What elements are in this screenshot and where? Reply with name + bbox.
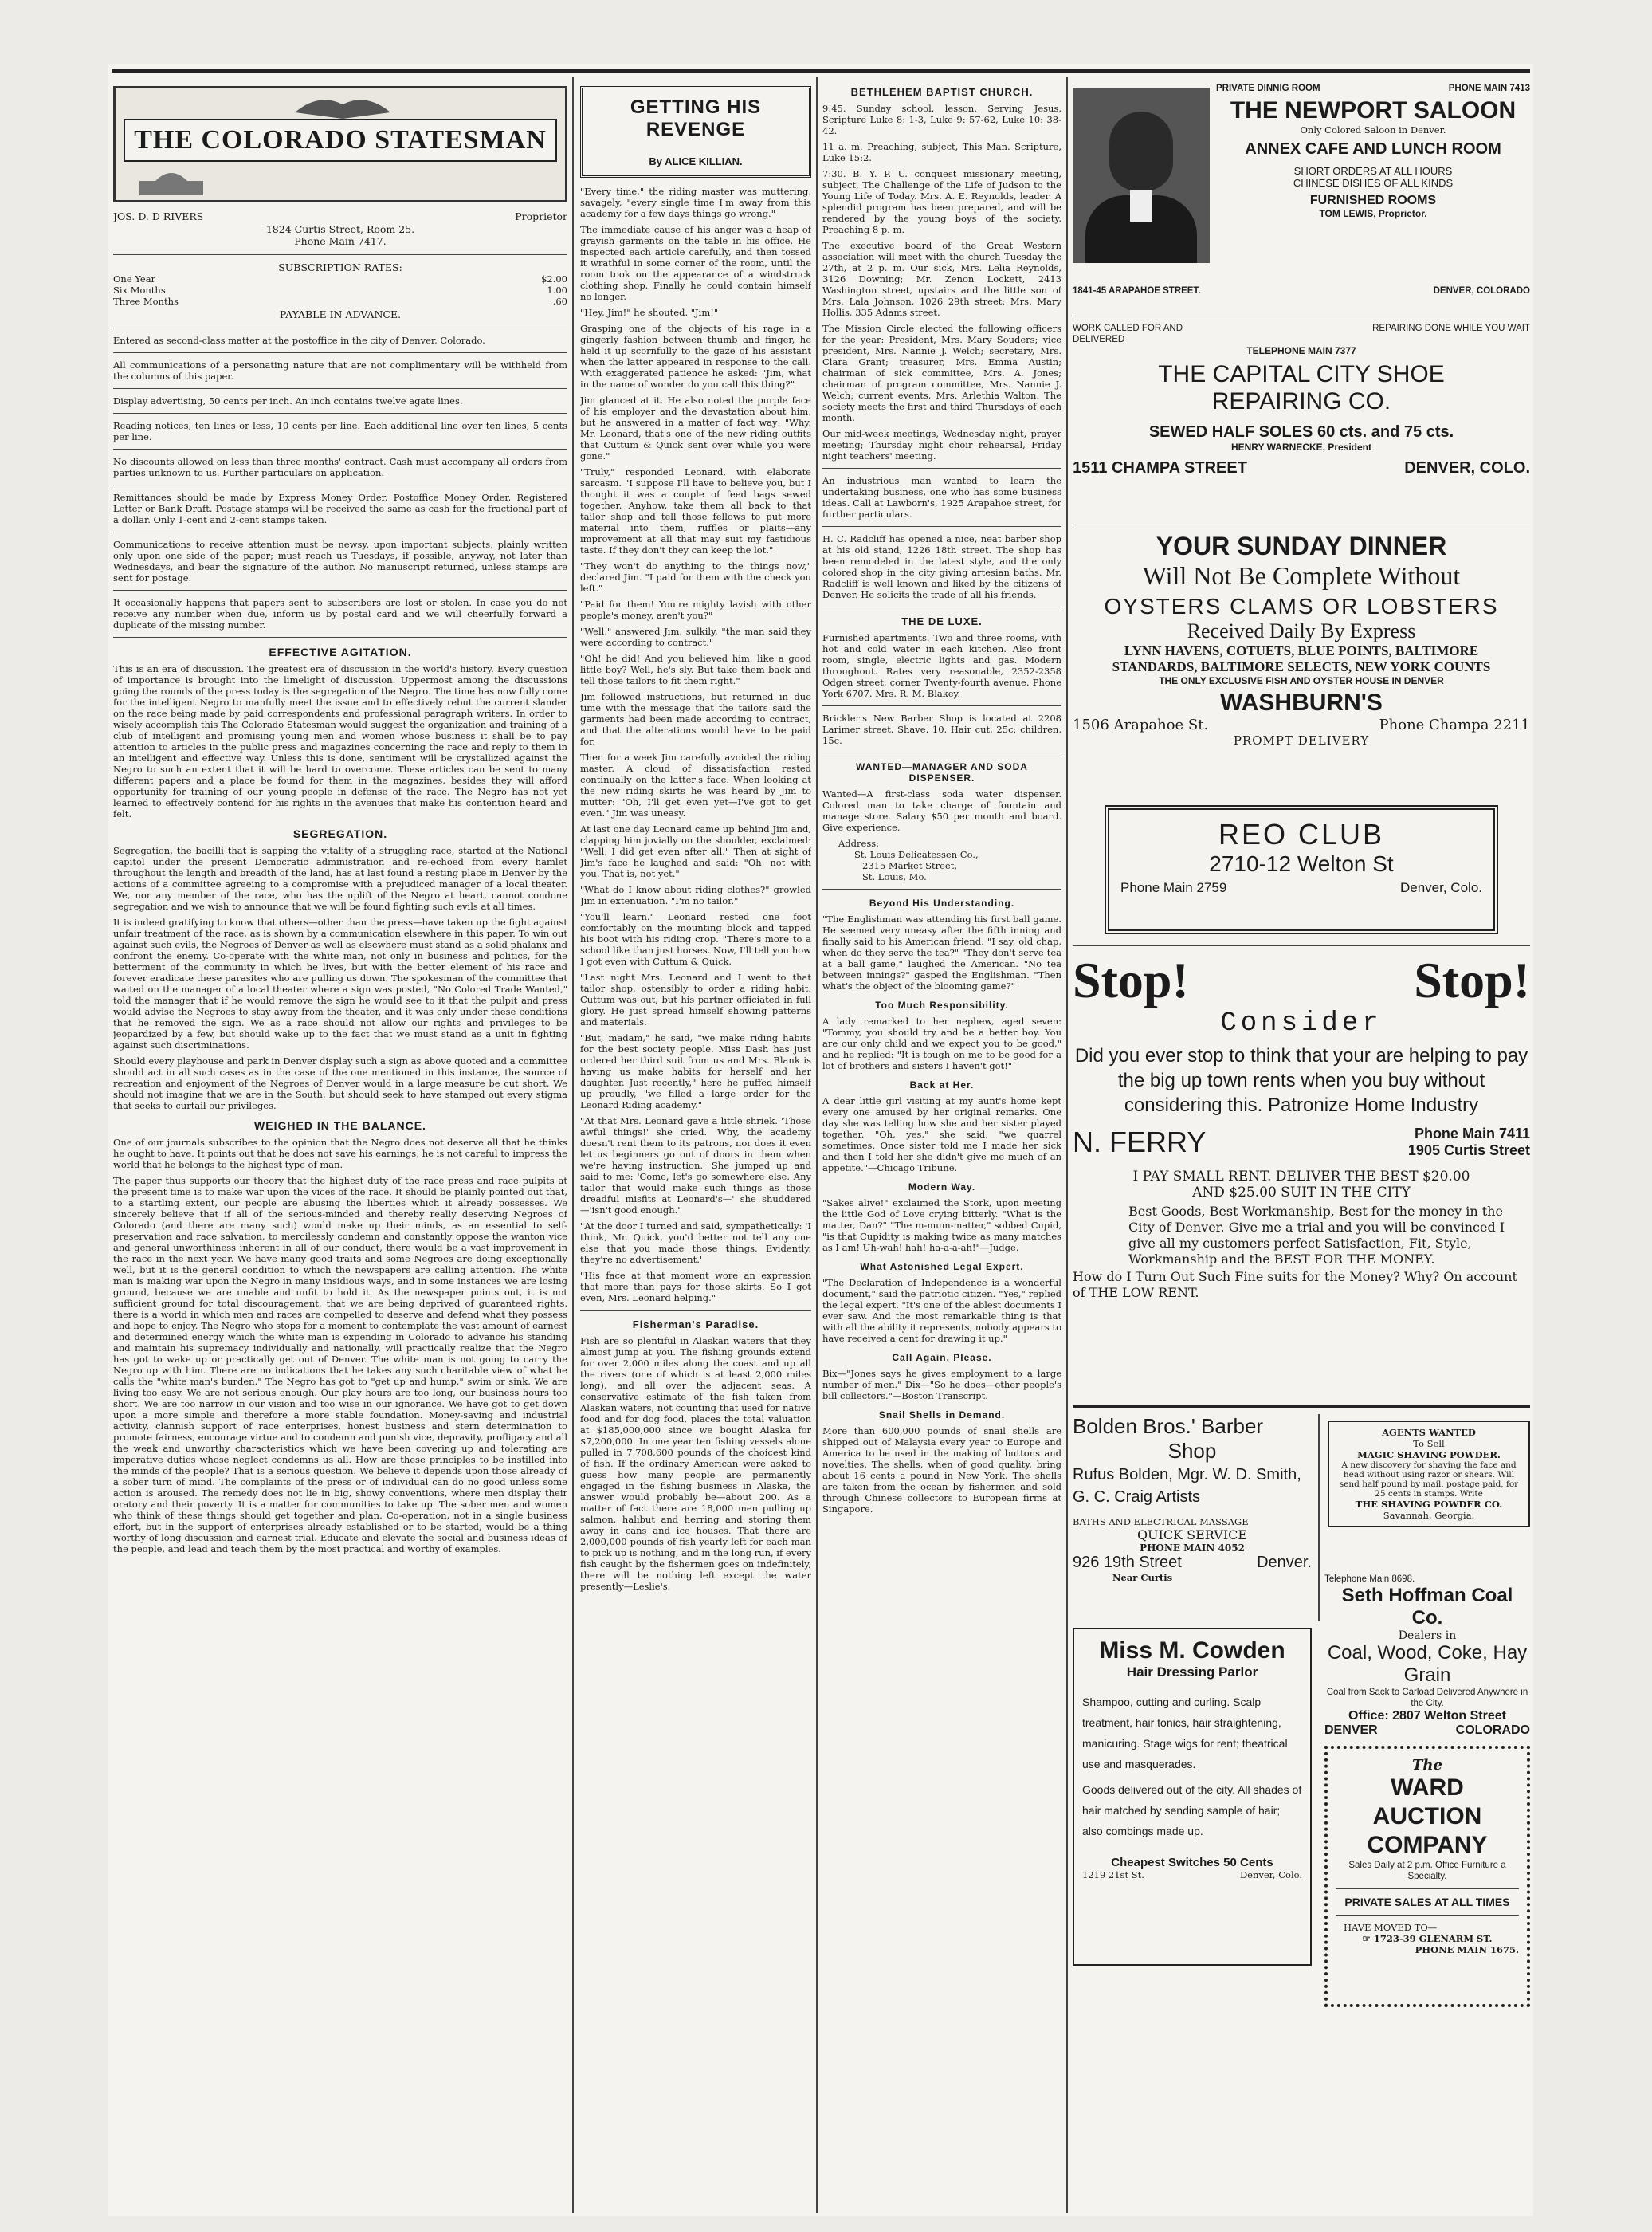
rate-price: .60: [552, 296, 567, 307]
sunday-received: Received Daily By Express: [1187, 619, 1416, 642]
story-paragraph: Grasping one of the objects of his rage in a gingerly fashion between thumb and finger, he held it up scornfully to the gaze of his assistant when the latter appeared in response to the call. With exaggerated patience he asked: "Jim, what in the name of wonder do you call this thing?": [580, 323, 811, 390]
bolden-managers: Rufus Bolden, Mgr. W. D. Smith, G. C. Craig Artists: [1073, 1466, 1301, 1506]
cowden-switches: Cheapest Switches 50 Cents: [1111, 1856, 1273, 1869]
notice: All communications of a personating nature that are not complimentary will be withheld from the columns of this paper.: [113, 359, 567, 382]
capitol-icon: [131, 165, 211, 197]
item-body: A lady remarked to her nephew, aged seven: "Tommy, you should try and be a better boy. You are our only child and we expect you to be good," and he replied: "It is tough on me to be good for a lot of brothers and sisters I haven't got!": [822, 1016, 1061, 1071]
hoffman-dealers: Dealers in: [1398, 1629, 1457, 1642]
column-divider: [816, 77, 818, 2213]
ad-sunday-dinner: [1073, 532, 1530, 799]
news-paragraph: An industrious man wanted to learn the undertaking business, one who has some business ideas. Call at Lawborn's, 1925 Arapahoe street, for further particulars.: [822, 475, 1061, 520]
sunday-exclusive: THE ONLY EXCLUSIVE FISH AND OYSTER HOUSE IN DENVER: [1159, 675, 1444, 686]
cowden-city: Denver, Colo.: [1239, 1869, 1302, 1880]
ad-ward-auction: [1324, 1746, 1530, 2007]
agents-city: Savannah, Georgia.: [1383, 1510, 1475, 1521]
hoffman-name: Seth Hoffman Coal Co.: [1341, 1585, 1513, 1629]
story-paragraph: "Oh! he did! And you believed him, like a good little boy? Well, he's sly. But take them back and tell those tailors to fit them right.": [580, 653, 811, 686]
heading-fisherman: Fisherman's Paradise.: [632, 1318, 759, 1330]
ward-moved: HAVE MOVED TO—: [1344, 1922, 1438, 1933]
notice: It occasionally happens that papers sent to subscribers are lost or stolen. In case you do not receive any number when due, inform us by postal card and we will cheerfully forward a duplicate of the missing number.: [113, 596, 567, 631]
agents-sell: To Sell: [1413, 1438, 1445, 1449]
hoffman-delivery: Coal from Sack to Carload Delivered Anywhere in the City.: [1326, 1688, 1528, 1708]
agents-product: MAGIC SHAVING POWDER.: [1357, 1449, 1501, 1460]
ferry-rent: I PAY SMALL RENT. DELIVER THE BEST $20.00 AND $25.00 SUIT IN THE CITY: [1132, 1169, 1470, 1200]
sunday-subhead: Will Not Be Complete Without: [1142, 561, 1461, 590]
ad-miss-cowden: [1073, 1628, 1312, 1966]
bolden-name2: Shop: [1167, 1439, 1217, 1463]
bolden-city: Denver.: [1257, 1554, 1312, 1571]
shoe-telephone: TELEPHONE MAIN 7377: [1246, 345, 1356, 356]
story-paragraph: "You'll learn." Leonard rested one foot comfortably on the mounting block and tapped his boot with his riding crop. "There's more to a school like than just horses. Now, I'll tell you how I got even with Cuttum & Quick.: [580, 911, 811, 967]
heading-deluxe: THE DE LUXE.: [901, 615, 983, 627]
publisher-name: JOS. D. D RIVERS: [113, 210, 204, 222]
heading-weighed: WEIGHED IN THE BALANCE.: [254, 1118, 426, 1132]
agents-company: THE SHAVING POWDER CO.: [1355, 1499, 1503, 1510]
notice: Display advertising, 50 cents per inch. An inch contains twelve agate lines.: [113, 395, 463, 407]
story-paragraph: "Well," answered Jim, sulkily, "the man said they were according to contract.": [580, 626, 811, 648]
story-paragraph: "But, madam," he said, "we make riding habits for the best society people. Miss Dash has just ordered her third suit from us and Mrs. Blank is having us make habits for herself and her daughter. Just recently," here he puffed himself up proudly, "we filled a large order for the Leonard Riding academy.": [580, 1032, 811, 1110]
story-paragraph: "His face at that moment wore an expression that more than pays for those skirts. So I got even, Mrs. Leonard helping.": [580, 1270, 811, 1303]
column-news: [822, 77, 1061, 2213]
church-paragraph: 9:45. Sunday school, lesson. Serving Jesus, Scripture Luke 8: 1-3, Luke 9: 57-62, Luke 10: 38-42.: [822, 103, 1061, 136]
newport-chinese-dishes: CHINESE DISHES OF ALL KINDS: [1293, 177, 1454, 189]
shoe-soles-price: SEWED HALF SOLES 60 cts. and 75 cts.: [1148, 423, 1454, 441]
newport-name: THE NEWPORT SALOON: [1230, 97, 1517, 124]
deluxe-ad: Furnished apartments. Two and three rooms, with hot and cold water in each kitchen. Also front room, single, electric lights and gas. Modern throughout. Rates very reasonable, 2352-2358 Odgen street, corner Twenty-fourth avenue. Phone York 6707. Mrs. R. M. Blakey.: [822, 632, 1061, 699]
item-heading: Call Again, Please.: [892, 1352, 992, 1363]
bolden-baths: BATHS AND ELECTRICAL MASSAGE: [1073, 1516, 1249, 1527]
ward-the: The: [1412, 1757, 1442, 1774]
news-paragraph: H. C. Radcliff has opened a nice, neat barber shop at his old stand, 1226 18th street. The shop has been remodeled in the latest style, and the only colored shop in the city giving artesian baths. Mr. Radcliff is well known and liked by the citizens of Denver. He solicits the trade of all his friends.: [822, 533, 1061, 600]
story-paragraph: At last one day Leonard came up behind Jim and, clapping him jovially on the shoulder, exclaimed: "Well, I did get even after all." Then at sight of Jim's face he laughed and said: "Oh, not with you. That is, not yet.": [580, 823, 811, 879]
story-byline: By ALICE KILLIAN.: [649, 155, 743, 167]
wanted-address-line: St. Louis Delicatessen Co.,: [854, 849, 979, 860]
newport-address: 1841-45 ARAPAHOE STREET.: [1073, 286, 1201, 296]
church-paragraph: 11 a. m. Preaching, subject, This Man. Scripture, Luke 15:2.: [822, 141, 1061, 163]
top-rule: [112, 69, 1530, 73]
wanted-ad: Wanted—A first-class soda water dispenser. Colored man to take charge of fountain and manage store. Salary $50 per month and board. Give experience.: [822, 788, 1061, 833]
sunday-headline: YOUR SUNDAY DINNER: [1156, 532, 1447, 560]
newport-proprietor: TOM LEWIS, Proprietor.: [1319, 208, 1427, 219]
bolden-near: Near Curtis: [1112, 1572, 1173, 1583]
column-story: [580, 77, 811, 2213]
church-paragraph: 7:30. B. Y. P. U. conquest missionary meeting, subject, The Challenge of the Life of Judson to the Young Life of Today. Mrs. A. E. Reynolds, leader. A splendid program has been prepared, and will be rendered by the young boys of the society. Preaching 8 p. m.: [822, 168, 1061, 235]
stop-left: Stop!: [1073, 952, 1189, 1008]
shoe-president: HENRY WARNECKE, President: [1230, 442, 1372, 453]
story-paragraph: The immediate cause of his anger was a heap of grayish garments on the table in his office. He inspected each article carefully, and then tossed it wrathful in some corner of the room, until the room took on the appearance of a windstruck clothing shop. Finally he could contain himself no longer.: [580, 224, 811, 302]
item-heading: Back at Her.: [909, 1079, 975, 1090]
bolden-quick: QUICK SERVICE: [1136, 1527, 1248, 1542]
ferry-consider: Consider: [1220, 1008, 1383, 1039]
notice: No discounts allowed on less than three months' contract. Cash must accompany all orders from parties unknown to us. Further particulars on application.: [113, 455, 567, 478]
ward-private: PRIVATE SALES AT ALL TIMES: [1344, 1896, 1510, 1908]
publisher-role: Proprietor: [515, 210, 567, 222]
item-heading: Beyond His Understanding.: [869, 898, 1015, 909]
ferry-name: N. FERRY: [1073, 1126, 1207, 1158]
ward-address: 1723-39 GLENARM ST.: [1373, 1933, 1493, 1944]
newport-rooms: FURNISHED ROOMS: [1309, 194, 1437, 207]
rate-price: $2.00: [541, 273, 567, 285]
bolden-phone: PHONE MAIN 4052: [1140, 1542, 1245, 1554]
sunday-varieties: LYNN HAVENS, COTUETS, BLUE POINTS, BALTIMORE: [1124, 643, 1479, 658]
ad-hoffman-coal: [1324, 1574, 1530, 1738]
article-paragraph: Segregation, the bacilli that is sapping the vitality of a struggling race, started at the National capitol under the present Democratic administration and re-echoed from every hamlet throughout the length and breadth of the land, has at last found a resting place in Denver by the actions of a committee agreeing to a compromise with a prejudiced manager of a local theater. We, nor any member of the race, who has the uplift of the Negro at heart, cannot condone segregation and we wish to announce that we will be found fighting such evils at all times.: [113, 844, 567, 912]
reo-address: 2710-12 Welton St: [1209, 851, 1394, 876]
item-body: A dear little girl visiting at my aunt's home kept every one amused by her original remarks. One day she was telling how she and her sister played together. "Oh, yes," she said, "we quarrel sometimes. Once sister told me I made her sick and then I told her she didn't give me much of an appetite."—Chicago Tribune.: [822, 1095, 1061, 1173]
article-paragraph: One of our journals subscribes to the opinion that the Negro does not deserve all that he thinks he ought to have. It points out that he does not save his earnings; he is not careful to impress the world that he belongs to the highest type of man.: [113, 1136, 567, 1170]
item-body: Bix—"Jones says he gives employment to a large number of men." Dix—"So he does—other people's bill collectors."—Boston Transcript.: [822, 1368, 1061, 1401]
rate-label: Three Months: [113, 296, 179, 307]
story-paragraph: "At the door I turned and said, sympathetically: 'I think, Mr. Quick, you'd better not tell any one else that you made those things. Evidently, they're no advertisement.': [580, 1220, 811, 1265]
reo-phone: Phone Main 2759: [1120, 880, 1227, 895]
item-body: "Sakes alive!" exclaimed the Stork, upon meeting the little God of Love crying bitterly. "What is the matter, Dan?" "The m-mum-matter," sobbed Cupid, "is that Cupidity is making twice as many matches as I am! Uh-wah! hah! ha-a-a-ah!"—Judge.: [822, 1197, 1061, 1253]
newport-tagline: Only Colored Saloon in Denver.: [1300, 124, 1446, 136]
ward-name: WARD AUCTION COMPANY: [1367, 1774, 1488, 1858]
stop-right: Stop!: [1414, 952, 1530, 1008]
ferry-how: How do I Turn Out Such Fine suits for the Money? Why? On account of THE LOW RENT.: [1073, 1269, 1517, 1300]
ad-shaving-powder: [1328, 1421, 1530, 1527]
item-heading: Modern Way.: [908, 1181, 976, 1193]
story-paragraph: "At that Mrs. Leonard gave a little shriek. 'Those awful things!' she cried. 'Why, the academy doesn't rent them to its patrons, nor does it even let us beginners go out of doors in them when we're having instruction.' She jumped up and said to me: 'Come, let's go somewhere else. Any tailor that would make such things as those dreadful misfits at Leonard's—' she shuddered—'isn't good enough.': [580, 1115, 811, 1216]
ad-ferry-tailor: [1073, 953, 1530, 1399]
agents-body: A new discovery for shaving the face and head without using razor or shears. Will send half pound by mail, postage paid, for 25 cents in stamps. Write: [1339, 1460, 1519, 1499]
column-divider: [572, 77, 574, 2213]
publisher-address: 1824 Curtis Street, Room 25.: [265, 222, 415, 235]
article-paragraph: Should every playhouse and park in Denver display such a sign as above quoted and a committee should act in all such cases as in the case of the one mentioned in this instance, the source of recreation and enjoyment of the Negroes of Denver would in a large measure be cut short. We should not imagine that we are in the South, but should seek to have stamped out every stigma that seeks to curtail our privileges.: [113, 1055, 567, 1111]
cowden-subtitle: Hair Dressing Parlor: [1126, 1664, 1258, 1680]
cowden-services: Shampoo, cutting and curling. Scalp treatment, hair tonics, hair straightening, manicuring. Stage wigs for rent; theatrical use and masquerades.: [1082, 1696, 1288, 1770]
story-paragraph: "They won't do anything to the things now," declared Jim. "I paid for them with the check you left.": [580, 560, 811, 594]
story-paragraph: "What do I know about riding clothes?" growled Jim in extenuation. "I'm no tailor.": [580, 884, 811, 906]
notice: Entered as second-class matter at the postoffice in the city of Denver, Colorado.: [113, 334, 485, 346]
rate-price: 1.00: [547, 285, 567, 296]
proprietor-portrait: [1073, 88, 1210, 263]
brickler-ad: Brickler's New Barber Shop is located at 2208 Larimer street. Shave, 10. Hair cut, 25c; children, 15c.: [822, 713, 1061, 746]
story-paragraph: "Last night Mrs. Leonard and I went to that tailor shop, ostensibly to order a riding habit. Cuttum was out, but his partner officiated in full glory. He just spread himself showing patterns and materials.: [580, 972, 811, 1028]
ward-sales: Sales Daily at 2 p.m. Office Furniture a Specialty.: [1348, 1861, 1506, 1881]
story-title: GETTING HIS REVENGE: [630, 96, 762, 140]
payable-note: PAYABLE IN ADVANCE.: [279, 308, 402, 320]
church-paragraph: Our mid-week meetings, Wednesday night, prayer meeting; Thursday night choir rehearsal, Friday night teachers' meeting.: [822, 428, 1061, 462]
shoe-called-for: WORK CALLED FOR AND DELIVERED: [1073, 324, 1183, 344]
bolden-address: 926 19th Street: [1073, 1554, 1182, 1571]
wanted-address-line: Address:: [838, 838, 880, 849]
rate-label: Six Months: [113, 285, 166, 296]
notice: Communications to receive attention must be newsy, upon important subjects, plainly written only upon one side of the paper; must reach us Tuesdays, if possible, anyway, not later than Wednesdays, and bear the signature of the author. No manuscript returned, unless stamps are sent for postage.: [113, 538, 567, 584]
cowden-name: Miss M. Cowden: [1099, 1637, 1285, 1664]
cowden-goods: Goods delivered out of the city. All shades of hair matched by sending sample of hair; also combings made up.: [1082, 1783, 1302, 1837]
ferry-best: Best Goods, Best Workmanship, Best for the money in the City of Denver. Give me a trial and you will be convinced I give all my customers perfect Satisfaction, Fit, Style, Workmanship and the BEST FOR THE MONEY.: [1128, 1204, 1505, 1267]
washburns-prompt: PROMPT DELIVERY: [1233, 733, 1370, 748]
item-body: More than 600,000 pounds of snail shells are shipped out of Malaysia every year to Europe and America to be used in the making of buttons and novelties. The shells, when of good quality, bring about 16 cents a pound in New York. The shells are taken from the ocean by fishermen and sold through Chinese collectors to European firms at Singapore.: [822, 1425, 1061, 1515]
ad-bolden-barber: [1073, 1414, 1320, 1621]
notice: Reading notices, ten lines or less, 10 cents per line. Each additional line over ten lines, 5 cents per line.: [113, 419, 567, 442]
item-heading: Too Much Responsibility.: [875, 1000, 1009, 1011]
reo-name: REO CLUB: [1218, 818, 1385, 851]
heading-agitation: EFFECTIVE AGITATION.: [269, 645, 412, 658]
ad-newport-saloon: [1073, 77, 1530, 316]
hoffman-telephone: Telephone Main 8698.: [1324, 1574, 1415, 1584]
pointing-hand-icon: ☞: [1362, 1933, 1371, 1944]
bolden-name1: Bolden Bros.' Barber: [1073, 1414, 1264, 1438]
ferry-body: Did you ever stop to think that your are helping to pay the big up town rents when you buy without considering this. Patronize Home Industry: [1074, 1045, 1528, 1116]
item-heading: What Astonished Legal Expert.: [860, 1261, 1024, 1272]
story-paragraph: "Paid for them! You're mighty lavish with other people's money, aren't you?": [580, 599, 811, 621]
story-paragraph: "Every time," the riding master was muttering, savagely, "every single time I'm away from this academy for a few days things go wrong.": [580, 186, 811, 219]
hoffman-city: DENVER: [1324, 1723, 1378, 1737]
sunday-seafood: OYSTERS CLAMS OR LOBSTERS: [1104, 594, 1499, 619]
shoe-city: DENVER, COLO.: [1404, 459, 1530, 477]
column-divider: [1066, 77, 1068, 2213]
article-paragraph: Fish are so plentiful in Alaskan waters that they almost jump at you. The fishing grounds extend for over 2,000 miles along the coast and up all the rivers (one of which is at least 2,000 miles long), and all over the adjacent seas. A conservative estimate of the fish taken from Alaskan waters, not counting that used for native food and for dog food, places the total valuation at $185,000,000 since we bought Alaska for $7,200,000. In one year ten fishing vessels alone pulled in 7,708,600 pounds of the choicest kind of fish. If the ordinary American were asked to guess how many people are permanently engaged in the fishing business in Alaska, the answer would probably be—about 200. As a matter of fact there are 18,000 men pulling up salmon, halibut and herring and storing them away in cans and ice houses. That there are 2,000,000 pounds of fish yearly left for each man to pick up is nothing, and in the long run, if every fish caught by the fishermen goes on indefinitely, there will be nothing left except the water presently—Leslie's.: [580, 1335, 811, 1592]
story-title-box: [580, 86, 811, 178]
article-paragraph: This is an era of discussion. The greatest era of discussion in the world's history. Every question of importance is brought into the limelight of discussion. Uppermost among the discussions going the rounds of the press today is the segregation of the Negro. The time has now fully come for the intelligent Negro to manfully meet the issue and to effectively rebut the current slander on the race being made by paid correspondents and professional paragraph writers. In order to wisely accomplish this The Colorado Statesman would suggest the organization and training of a club of intelligent and promising young men and women whose business it shall be to pay attention to articles in the public press and magazines concerning the race and reply to them in an intelligent and effective way. Unless this is done, sentiment will be crystallized against the Negro to such an extent that it will be hard to overcome. These articles can be sent to many different papers and a place be found for them in the magazines, besides they will afford opportunity for training of our young people in defense of the race. The Negro has not yet learned to effectively contend for his rights in the avenues that make his contention heard and felt.: [113, 662, 567, 819]
item-body: "The Englishman was attending his first ball game. He seemed very uneasy after the fifth inning and finally said to his American friend: "I say, old chap, when do they serve the tea?" "They don't serve tea at a ball game," laughed the American. "No tea between innings?" gasped the Englishman. "Then what's the object of the blooming game?": [822, 914, 1061, 992]
shoe-repairing: REPAIRING DONE WHILE YOU WAIT: [1372, 324, 1530, 333]
hoffman-state: COLORADO: [1455, 1723, 1530, 1737]
heading-wanted: WANTED—MANAGER AND SODA DISPENSER.: [856, 761, 1028, 784]
heading-church: BETHLEHEM BAPTIST CHURCH.: [850, 86, 1034, 98]
shoe-name-line1: THE CAPITAL CITY SHOE: [1158, 361, 1445, 387]
newport-short-orders: SHORT ORDERS AT ALL HOURS: [1293, 165, 1453, 177]
agents-heading: AGENTS WANTED: [1382, 1427, 1476, 1438]
rate-label: One Year: [113, 273, 156, 285]
notice: Remittances should be made by Express Money Order, Postoffice Money Order, Registered Letter or Bank Draft. Postage stamps will be received the same as cash for the fractional part of a dollar. Only 1-cent and 2-cent stamps taken.: [113, 491, 567, 525]
shoe-name-line2: REPAIRING CO.: [1211, 388, 1391, 415]
heading-segregation: SEGREGATION.: [292, 827, 388, 840]
column-ads: [1073, 77, 1530, 2213]
reo-city: Denver, Colo.: [1400, 880, 1482, 895]
article-paragraph: It is indeed gratifying to know that others—other than the press—have taken up the fight against unfair treatment of the race, as is shown by a communication elsewhere in this paper. To win out against such evils, the Negroes of Denver as well as elsewhere must stand as a solid phalanx and confront the enemy. Co-operate with the white man, not only in business and politics, for the betterment of the community in which he lives, but with the better element of his race and forever eradicate these parasites who are pulling us down. The spokesman of the committee that waited on the manager of a local theater where a sign was posted, "No Colored Trade Wanted," told the manager that if he would remove the sign he would see to it that the pulpit and press would advise the Negroes to stay away from the theater, and it was only under these conditions that he removed the sign. We as a race should not allow our rights and privileges to be jeopardized by a few, but should wake up to the fact that we must stand as a unit in fighting against such discriminations.: [113, 916, 567, 1051]
washburns-address: 1506 Arapahoe St.: [1073, 717, 1209, 733]
eagle-icon: [295, 88, 390, 120]
wanted-address-line: St. Louis, Mo.: [862, 871, 927, 882]
masthead-title: THE COLORADO STATESMAN: [124, 119, 557, 162]
shoe-address: 1511 CHAMPA STREET: [1073, 459, 1247, 477]
hoffman-office: Office: 2807 Welton Street: [1348, 1709, 1506, 1723]
newport-city: DENVER, COLORADO: [1433, 286, 1530, 296]
cowden-address: 1219 21st St.: [1082, 1869, 1144, 1880]
article-paragraph: The paper thus supports our theory that the highest duty of the race press and race pulpits at the present time is to make war upon the vices of the race. It should be plainly pointed out that, to a startling extent, our people are abusing the liberties which it already possesses. We sincerely believe that if all of the serious-minded and thereby really deserving Negroes of Colorado (and there are many such) would make up their minds, as an essential to self-preservation and race salvation, to mercilessly condemn and constantly oppose the wanton vice and general unworthiness inherent in all of our conduct, there would be a vast improvement in the race in the next year. We have many good traits and some Negroes are doing exceptionally well, but it is the general condition to which the newspapers are calling attention. The white man is making war upon the Negro in many insidious ways, and in some instances we are losing ground, because we are unable and unfit to hold it. As the newspaper points out, it is not sufficient ground for total discouragement, that we are being deprived of guaranteed rights, there is a world in which men and races are compelled to deserve and defend what they possess and hope to enjoy. The Negro who stops for a moment to contemplate the vast amount of earnest and determined energy which the white man is expending in Colorado to advance his standing and maintain his supremacy individually and nationally, will practically realize that the Negro has got to wake up or practically get out of Denver. The white man is not going to carry the Negro up with him. There are no indications that he takes any such charitable view of what he calls the "white man's burden." The Negro has got to "get up and hump," swim or sink. We are living too easy. We are not serious enough. Our play hours are too long, our business hours too short. We are too narrow in our vision and too wise in our ignorance. We have got to get down upon a more simple and therefore a more stable foundation. Money-saving and industrial activity, clannish support of race enterprises, honest business and stern determination to promote fairness, encourage virtue and to condemn and punish vice, depravity, profligacy and all the weak and unworthy characteristics which we have been covering up and tolerating are imperative duties whose neglect condemns us all. How are these principles to be instilled into the minds of the people? That is a serious question. We believe it depends upon those already of a sober turn of mind. The complaints of the press or of individual can do no good unless some action is aroused. The remedy does not lie in big, showy conventions, where men display their oratory and their poverty. It is a matter for communities to take up. The sober men and women who think of these things should get together and plan. Co-operation, not in a single business effort, but in the support of enterprises already established or to be started, would be a thing worthy of long discussion and earnest trial. Educate and elevate the social and business ideas of the people, and lead and teach them by the most practical and worthy of examples.: [113, 1174, 567, 1554]
church-paragraph: The executive board of the Great Western association will meet with the church Tuesday the 27th, at 2 p. m. Our sick, Mrs. Lelia Reynolds, 3126 Downing; Mr. Zenon Lockett, 2413 Washington street, upstairs and the little son of Mrs. Lala Johnson, 1026 29th street; Mrs. Mary Hollis, 335 Adams street.: [822, 240, 1061, 318]
masthead: [113, 86, 567, 202]
newport-phone: PHONE MAIN 7413: [1448, 84, 1530, 93]
ad-reo-club: [1105, 805, 1498, 934]
washburns-name: WASHBURN'S: [1220, 690, 1383, 716]
ferry-address: 1905 Curtis Street: [1407, 1142, 1530, 1158]
story-paragraph: Jim followed instructions, but returned in due time with the message that the tailors said the garments had been made according to contract, and that the alterations would have to be paid for.: [580, 691, 811, 747]
item-body: "The Declaration of Independence is a wonderful document," said the patriotic citizen. "Yes," replied the legal expert. "It's one of the ablest documents I ever saw. And the most remarkable thing is that with all the ability it represents, nobody appears to have received a cent for drawing it up.": [822, 1277, 1061, 1344]
wanted-address-line: 2315 Market Street,: [862, 860, 957, 871]
column-editorial: [113, 77, 567, 2213]
story-paragraph: Then for a week Jim carefully avoided the riding master. A cloud of dissatisfaction rested continually on the latter's face. When looking at the new riding skirts he was heard by Jim to mutter: "Oh, I'll get even yet—I've got to get even." Jim was uneasy.: [580, 752, 811, 819]
ad-shoe-repair: [1073, 323, 1530, 518]
church-paragraph: The Mission Circle elected the following officers for the year: President, Mrs. Mary Souders; vice president, Mrs. Nannie J. Welch; secretary, Mrs. Clara Grant; treasurer, Mrs. Emma Austin; chairman of sick committee, Mrs. A. Jones; chairman of program committee, Mrs. Nannie J. Welch; current events, Mrs. Arlethia Walton. The society meets the first and third Thursdays of each month.: [822, 323, 1061, 423]
story-paragraph: "Truly," responded Leonard, with elaborate sarcasm. "I suppose I'll have to believe you, but I thought it was a couple of feed bags sewed together. Anyhow, take them all back to that tailor shop and tell those fellows to put more material into them, ruffles or plaits—any improvement at all that may suit my fastidious taste. If they don't they can keep the lot.": [580, 466, 811, 556]
story-paragraph: Jim glanced at it. He also noted the purple face of his employer and the devastation about him, but he answered in a matter of fact way: "Why, Mr. Leonard, that's one of the new riding outfits that Cuttum & Quick sent over while you were gone.": [580, 395, 811, 462]
washburns-phone: Phone Champa 2211: [1379, 717, 1530, 733]
ferry-phone: Phone Main 7411: [1414, 1126, 1530, 1142]
publisher-phone: Phone Main 7417.: [294, 235, 387, 247]
item-heading: Snail Shells in Demand.: [878, 1409, 1006, 1421]
newport-annex: ANNEX CAFE AND LUNCH ROOM: [1245, 140, 1501, 158]
hoffman-goods: Coal, Wood, Coke, Hay Grain: [1327, 1642, 1528, 1686]
story-paragraph: "Hey, Jim!" he shouted. "Jim!": [580, 307, 719, 318]
ward-phone: PHONE MAIN 1675.: [1415, 1944, 1519, 1955]
sunday-varieties: STANDARDS, BALTIMORE SELECTS, NEW YORK COUNTS: [1112, 659, 1491, 674]
subscription-heading: SUBSCRIPTION RATES:: [278, 261, 402, 273]
newport-private-room: PRIVATE DINNIG ROOM: [1216, 84, 1320, 93]
